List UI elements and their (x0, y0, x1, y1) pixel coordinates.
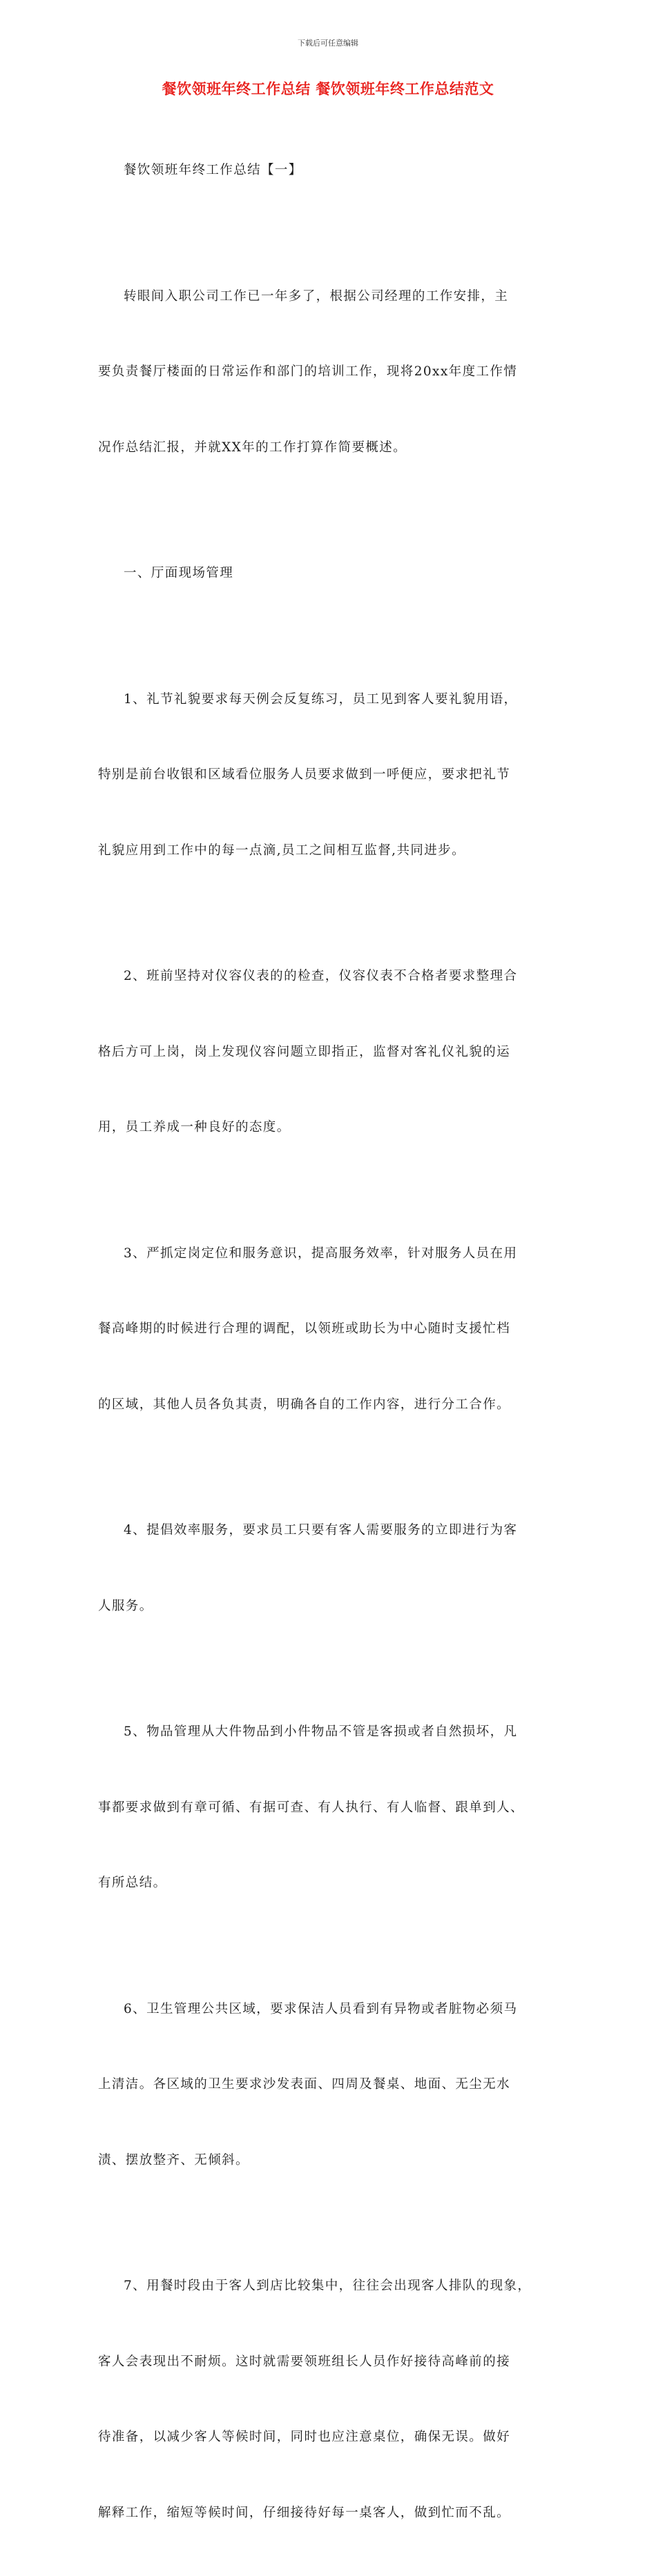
document-title: 餐饮领班年终工作总结 餐饮领班年终工作总结范文 (162, 81, 494, 97)
text-line: 礼貌应用到工作中的每一点滴,员工之间相互监督,共同进步。 (98, 843, 465, 858)
text-line: 3、严抓定岗定位和服务意识，提高服务效率，针对服务人员在用 (124, 1246, 518, 1261)
page-header-note: 下载后可任意编辑 (298, 39, 358, 48)
text-line: 格后方可上岗，岗上发现仪容问题立即指正，监督对客礼仪礼貌的运 (98, 1044, 511, 1059)
text-line: 4、提倡效率服务，要求员工只要有客人需要服务的立即进行为客 (124, 1523, 518, 1537)
paragraph-item-7 (98, 2223, 559, 2576)
paragraph-item-3 (98, 1191, 559, 1468)
document-body (98, 108, 559, 2576)
text-line: 7、用餐时段由于客人到店比较集中，往往会出现客人排队的现象， (124, 2279, 532, 2293)
paragraph-item-2 (98, 914, 559, 1191)
paragraph-item-5 (98, 1669, 559, 1947)
section-heading (98, 108, 559, 234)
text-line: 待准备，以减少客人等候时间，同时也应注意桌位，确保无误。做好 (98, 2430, 511, 2444)
text-line: 特别是前台收银和区域看位服务人员要求做到一呼便应，要求把礼节 (98, 767, 511, 782)
text-line: 事都要求做到有章可循、有据可查、有人执行、有人临督、跟单到人、 (98, 1800, 524, 1815)
text-line: 1、礼节礼貌要求每天例会反复练习，员工见到客人要礼貌用语， (124, 691, 518, 707)
text-line: 要负责餐厅楼面的日常运作和部门的培训工作，现将20xx年度工作情 (98, 364, 518, 379)
text-line: 转眼间入职公司工作已一年多了，根据公司经理的工作安排，主 (124, 288, 509, 304)
paragraph-item-4 (98, 1468, 559, 1669)
text-line: 2、班前坚持对仪容仪表的的检查，仪容仪表不合格者要求整理合 (124, 969, 518, 983)
paragraph-intro (98, 234, 559, 511)
text-line: 5、物品管理从大件物品到小件物品不管是客损或者自然损坏，凡 (124, 1724, 518, 1739)
text-line: 6、卫生管理公共区域，要求保洁人员看到有异物或者脏物必须马 (124, 2001, 518, 2016)
text-line: 用，员工养成一种良好的态度。 (98, 1120, 291, 1134)
text-line: 餐高峰期的时候进行合理的调配，以领班或助长为中心随时支援忙档 (98, 1321, 511, 1336)
text-line: 渍、摆放整齐、无倾斜。 (98, 2152, 249, 2167)
text-line: 有所总结。 (98, 1876, 167, 1890)
text-line: 餐饮领班年终工作总结【一】 (124, 163, 302, 177)
text-line: 解释工作，缩短等候时间，仔细接待好每一桌客人，做到忙而不乱。 (98, 2505, 511, 2520)
text-line: 况作总结汇报，并就XX年的工作打算作简要概述。 (98, 440, 407, 455)
paragraph-item-1 (98, 637, 559, 914)
subsection-heading (98, 511, 559, 637)
text-line: 客人会表现出不耐烦。这时就需要领班组长人员作好接待高峰前的接 (98, 2354, 511, 2369)
text-line: 上清洁。各区域的卫生要求沙发表面、四周及餐桌、地面、无尘无水 (98, 2077, 511, 2092)
text-line: 一、厅面现场管理 (124, 566, 234, 580)
paragraph-item-6 (98, 1947, 559, 2224)
text-line: 的区域，其他人员各负其责，明确各自的工作内容，进行分工合作。 (98, 1397, 511, 1412)
text-line: 人服务。 (98, 1598, 153, 1613)
